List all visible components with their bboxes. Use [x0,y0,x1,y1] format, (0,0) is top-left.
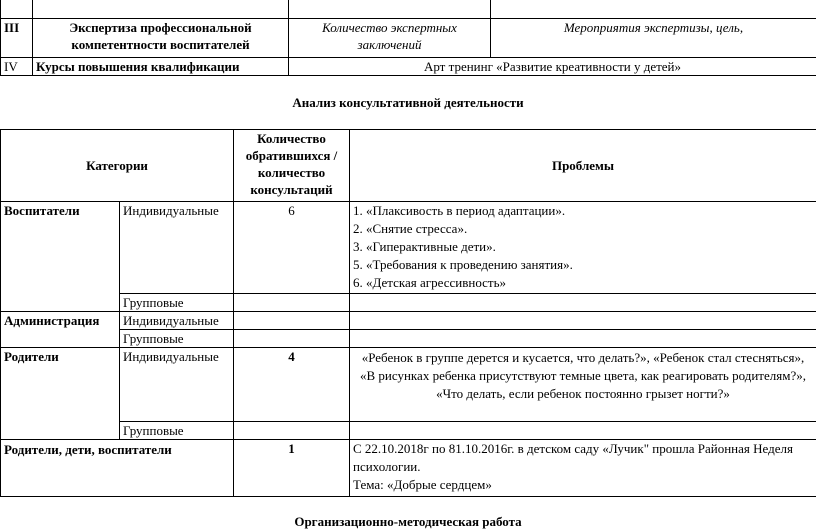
category-educators: Воспитатели [1,202,120,312]
table-header-row [1,130,816,202]
expertise-title: Экспертиза профессиональной компетентности воспитателей [33,19,289,58]
table-row [1,202,816,294]
list-item: 1. «Плаксивость в период адаптации». [353,202,813,220]
all-problems [350,440,816,497]
header-categories: Категории [1,130,234,202]
courses-title: Курсы повышения квалификации [33,58,289,76]
table-row [1,312,816,330]
consult-table [0,129,816,497]
problems-list [350,202,816,294]
table-row [1,422,816,440]
courses-activity: Арт тренинг «Развитие креативности у детей» [289,58,816,76]
header-problems: Проблемы [350,130,816,202]
row-number: IV [1,58,33,76]
category-administration: Администрация [1,312,120,348]
individual-label: Индивидуальные [120,202,234,294]
theme-text: Тема: «Добрые сердцем» [353,476,813,494]
table-row [1,440,816,497]
row-number: III [1,19,33,58]
category-all: Родители, дети, воспитатели [1,440,234,497]
parents-problems: «Ребенок в группе дерется и кусается, что делать?», «Ребенок стал стесняться», «В рисунках ребенка присутствуют темные цвета, как реагировать родителям?», «Что делать, если ребенок постоянно грызет ногти?» [350,348,816,422]
group-label: Групповые [120,330,234,348]
list-item: 6. «Детская агрессивность» [353,274,813,292]
psychology-week-text: С 22.10.2018г по 81.10.2016г. в детском саду «Лучик" прошла Районная Неделя психологии. [353,440,813,476]
table-row [1,19,816,58]
consult-heading: Анализ консультативной деятельности [0,95,816,111]
individual-count: 6 [234,202,350,294]
list-item: 2. «Снятие стресса». [353,220,813,238]
expertise-activities-header: Мероприятия экспертизы, цель, [491,19,816,58]
table-row [1,330,816,348]
table-row [1,294,816,312]
header-count: Количество обратившихся / количество консультаций [234,130,350,202]
table-row [1,348,816,422]
expertise-table [0,0,816,76]
all-count: 1 [234,440,350,497]
table-row [1,0,816,19]
individual-count: 4 [234,348,350,422]
category-parents: Родители [1,348,120,440]
group-label: Групповые [120,294,234,312]
group-label: Групповые [120,422,234,440]
method-heading: Организационно-методическая работа [0,514,816,530]
list-item: 5. «Требования к проведению занятия». [353,256,813,274]
individual-label: Индивидуальные [120,348,234,422]
table-row [1,58,816,76]
individual-label: Индивидуальные [120,312,234,330]
expert-count-header: Количество экспертных заключений [289,19,491,58]
list-item: 3. «Гиперактивные дети». [353,238,813,256]
